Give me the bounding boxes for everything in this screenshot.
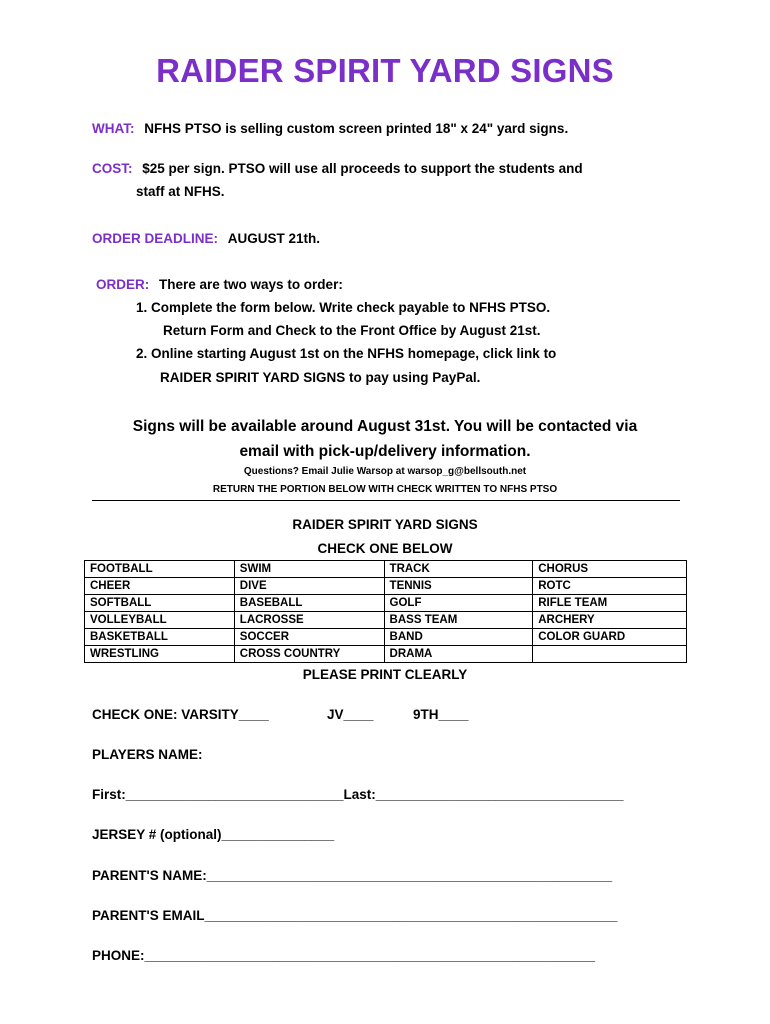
order-intro: There are two ways to order:	[159, 277, 343, 292]
form-title: RAIDER SPIRIT YARD SIGNS	[292, 517, 478, 532]
sport-option[interactable]: ROTC	[533, 578, 687, 595]
first-last-name-field[interactable]: First:_____________________________Last:_________________________________	[92, 787, 624, 802]
check-one-9th[interactable]: 9TH____	[413, 707, 469, 722]
return-note: RETURN THE PORTION BELOW WITH CHECK WRITTEN TO NFHS PTSO	[212, 484, 558, 495]
deadline-text: AUGUST 21th.	[227, 231, 321, 246]
what-label: WHAT:	[92, 121, 135, 136]
sport-option[interactable]: CHORUS	[533, 561, 687, 578]
order-line	[96, 277, 343, 292]
what-text: NFHS PTSO is selling custom screen printed 18" x 24" yard signs.	[144, 121, 569, 136]
sport-option[interactable]: WRESTLING	[85, 646, 235, 663]
sports-table-row	[85, 646, 687, 663]
cost-text-continued: staff at NFHS.	[136, 184, 225, 199]
sports-table-row	[85, 595, 687, 612]
sport-option[interactable]: CROSS COUNTRY	[234, 646, 384, 663]
order-item-1: 1. Complete the form below. Write check payable to NFHS PTSO.	[136, 300, 551, 315]
sport-option[interactable]: BAND	[384, 629, 533, 646]
sport-option[interactable]: SWIM	[234, 561, 384, 578]
cost-label: COST:	[92, 161, 133, 176]
sports-table	[84, 560, 687, 663]
what-line	[92, 121, 568, 136]
sport-option[interactable]: VOLLEYBALL	[85, 612, 235, 629]
sport-option[interactable]: DRAMA	[384, 646, 533, 663]
order-item-2: 2. Online starting August 1st on the NFHS homepage, click link to	[136, 346, 557, 361]
page-title: RAIDER SPIRIT YARD SIGNS	[156, 52, 614, 89]
sport-option[interactable]: DIVE	[234, 578, 384, 595]
players-name-label: PLAYERS NAME:	[92, 747, 203, 762]
cost-line	[92, 161, 583, 176]
order-item-2-continued: RAIDER SPIRIT YARD SIGNS to pay using PayPal.	[160, 370, 481, 385]
sport-option[interactable]: TRACK	[384, 561, 533, 578]
check-one-below: CHECK ONE BELOW	[317, 541, 453, 556]
sport-option[interactable]: COLOR GUARD	[533, 629, 687, 646]
sport-option[interactable]	[533, 646, 687, 663]
cost-text: $25 per sign. PTSO will use all proceeds to support the students and	[142, 161, 583, 176]
availability-line-2: email with pick-up/delivery information.	[239, 443, 531, 460]
sport-option[interactable]: ARCHERY	[533, 612, 687, 629]
sports-table-row	[85, 629, 687, 646]
deadline-label: ORDER DEADLINE:	[92, 231, 219, 246]
order-item-1-continued: Return Form and Check to the Front Office by August 21st.	[163, 323, 541, 338]
availability-line-1: Signs will be available around August 31st. You will be contacted via	[132, 418, 638, 435]
questions-contact: Questions? Email Julie Warsop at warsop_g@bellsouth.net	[243, 466, 527, 477]
phone-field[interactable]: PHONE:____________________________________________________________	[92, 948, 595, 963]
sport-option[interactable]: SOCCER	[234, 629, 384, 646]
jersey-number-field[interactable]: JERSEY # (optional)_______________	[92, 827, 335, 842]
sports-table-row	[85, 578, 687, 595]
sport-option[interactable]: RIFLE TEAM	[533, 595, 687, 612]
order-label: ORDER:	[96, 277, 150, 292]
print-clearly-note: PLEASE PRINT CLEARLY	[302, 667, 468, 682]
cut-line-divider	[92, 500, 680, 501]
parent-name-field[interactable]: PARENT'S NAME:______________________________________________________	[92, 868, 613, 883]
sport-option[interactable]: CHEER	[85, 578, 235, 595]
sport-option[interactable]: GOLF	[384, 595, 533, 612]
parent-email-field[interactable]: PARENT'S EMAIL_______________________________________________________	[92, 908, 618, 923]
sport-option[interactable]: BASKETBALL	[85, 629, 235, 646]
sport-option[interactable]: SOFTBALL	[85, 595, 235, 612]
sport-option[interactable]: LACROSSE	[234, 612, 384, 629]
check-one-varsity[interactable]: CHECK ONE: VARSITY____	[92, 707, 269, 722]
sports-table-row	[85, 561, 687, 578]
sport-option[interactable]: BASEBALL	[234, 595, 384, 612]
sport-option[interactable]: BASS TEAM	[384, 612, 533, 629]
deadline-line	[92, 231, 320, 246]
check-one-jv[interactable]: JV____	[327, 707, 374, 722]
sport-option[interactable]: TENNIS	[384, 578, 533, 595]
sport-option[interactable]: FOOTBALL	[85, 561, 235, 578]
sports-table-row	[85, 612, 687, 629]
